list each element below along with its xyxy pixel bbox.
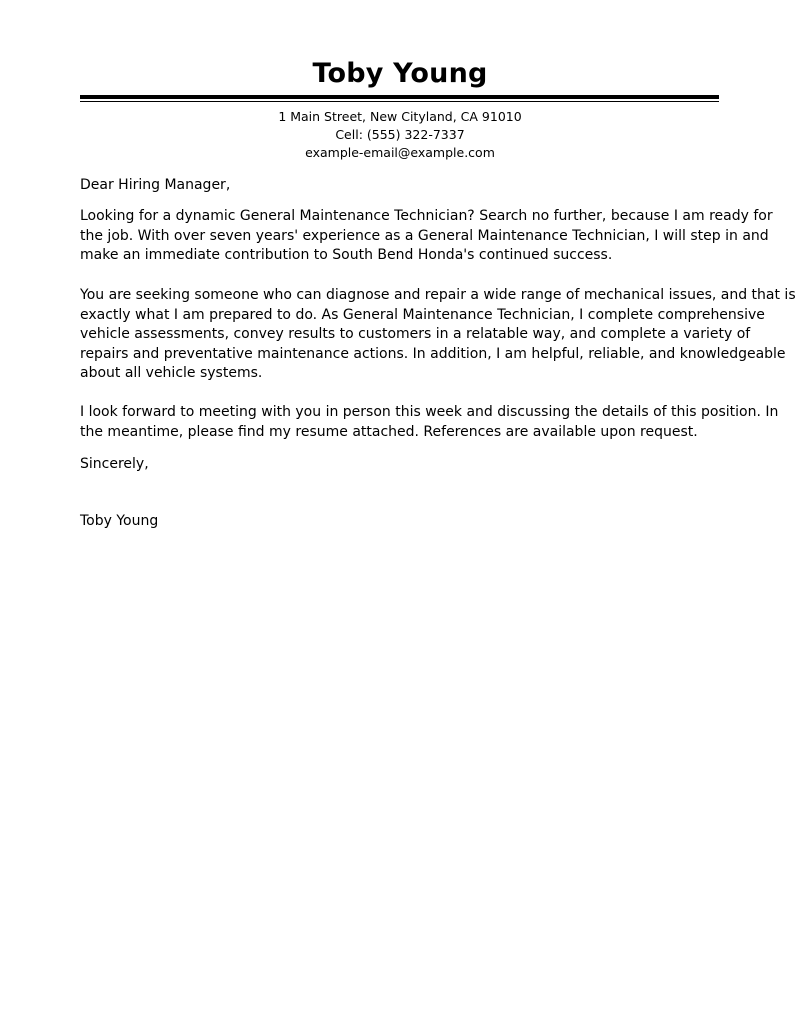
paragraph-1 — [80, 207, 773, 266]
address-line: 1 Main Street, New Cityland, CA 91010 — [278, 109, 522, 124]
contact-block — [0, 108, 800, 162]
paragraph-line: make an immediate contribution to South Bend Honda's continued success. — [80, 247, 613, 263]
paragraph-line: repairs and preventative maintenance actions. In addition, I am helpful, reliable, and knowledgeable — [80, 345, 786, 362]
paragraph-line: Looking for a dynamic General Maintenance Technician? Search no further, because I am ready for — [80, 208, 773, 224]
greeting: Dear Hiring Manager, — [80, 177, 231, 193]
closing: Sincerely, — [80, 456, 149, 472]
paragraph-line: exactly what I am prepared to do. As General Maintenance Technician, I complete comprehensive — [80, 306, 765, 323]
paragraph-3 — [80, 403, 779, 442]
paragraph-line: about all vehicle systems. — [80, 365, 263, 381]
paragraph-line: the meantime, please find my resume attached. References are available upon request. — [80, 423, 698, 440]
email-line: example-email@example.com — [305, 145, 495, 160]
phone-line: Cell: (555) 322-7337 — [335, 127, 465, 142]
paragraph-line: You are seeking someone who can diagnose and repair a wide range of mechanical issues, and that is — [80, 287, 796, 303]
signature-name: Toby Young — [80, 513, 159, 529]
paragraph-line: the job. With over seven years' experience as a General Maintenance Technician, I will step in and — [80, 227, 769, 244]
header-rule-thin — [80, 101, 719, 102]
paragraph-line: vehicle assessments, convey results to customers in a relatable way, and complete a variety of — [80, 326, 751, 342]
header-rule-thick — [80, 95, 719, 99]
paragraph-line: I look forward to meeting with you in person this week and discussing the details of this position. In — [80, 404, 779, 420]
sender-name-heading: Toby Young — [312, 58, 488, 89]
paragraph-2 — [80, 286, 796, 384]
